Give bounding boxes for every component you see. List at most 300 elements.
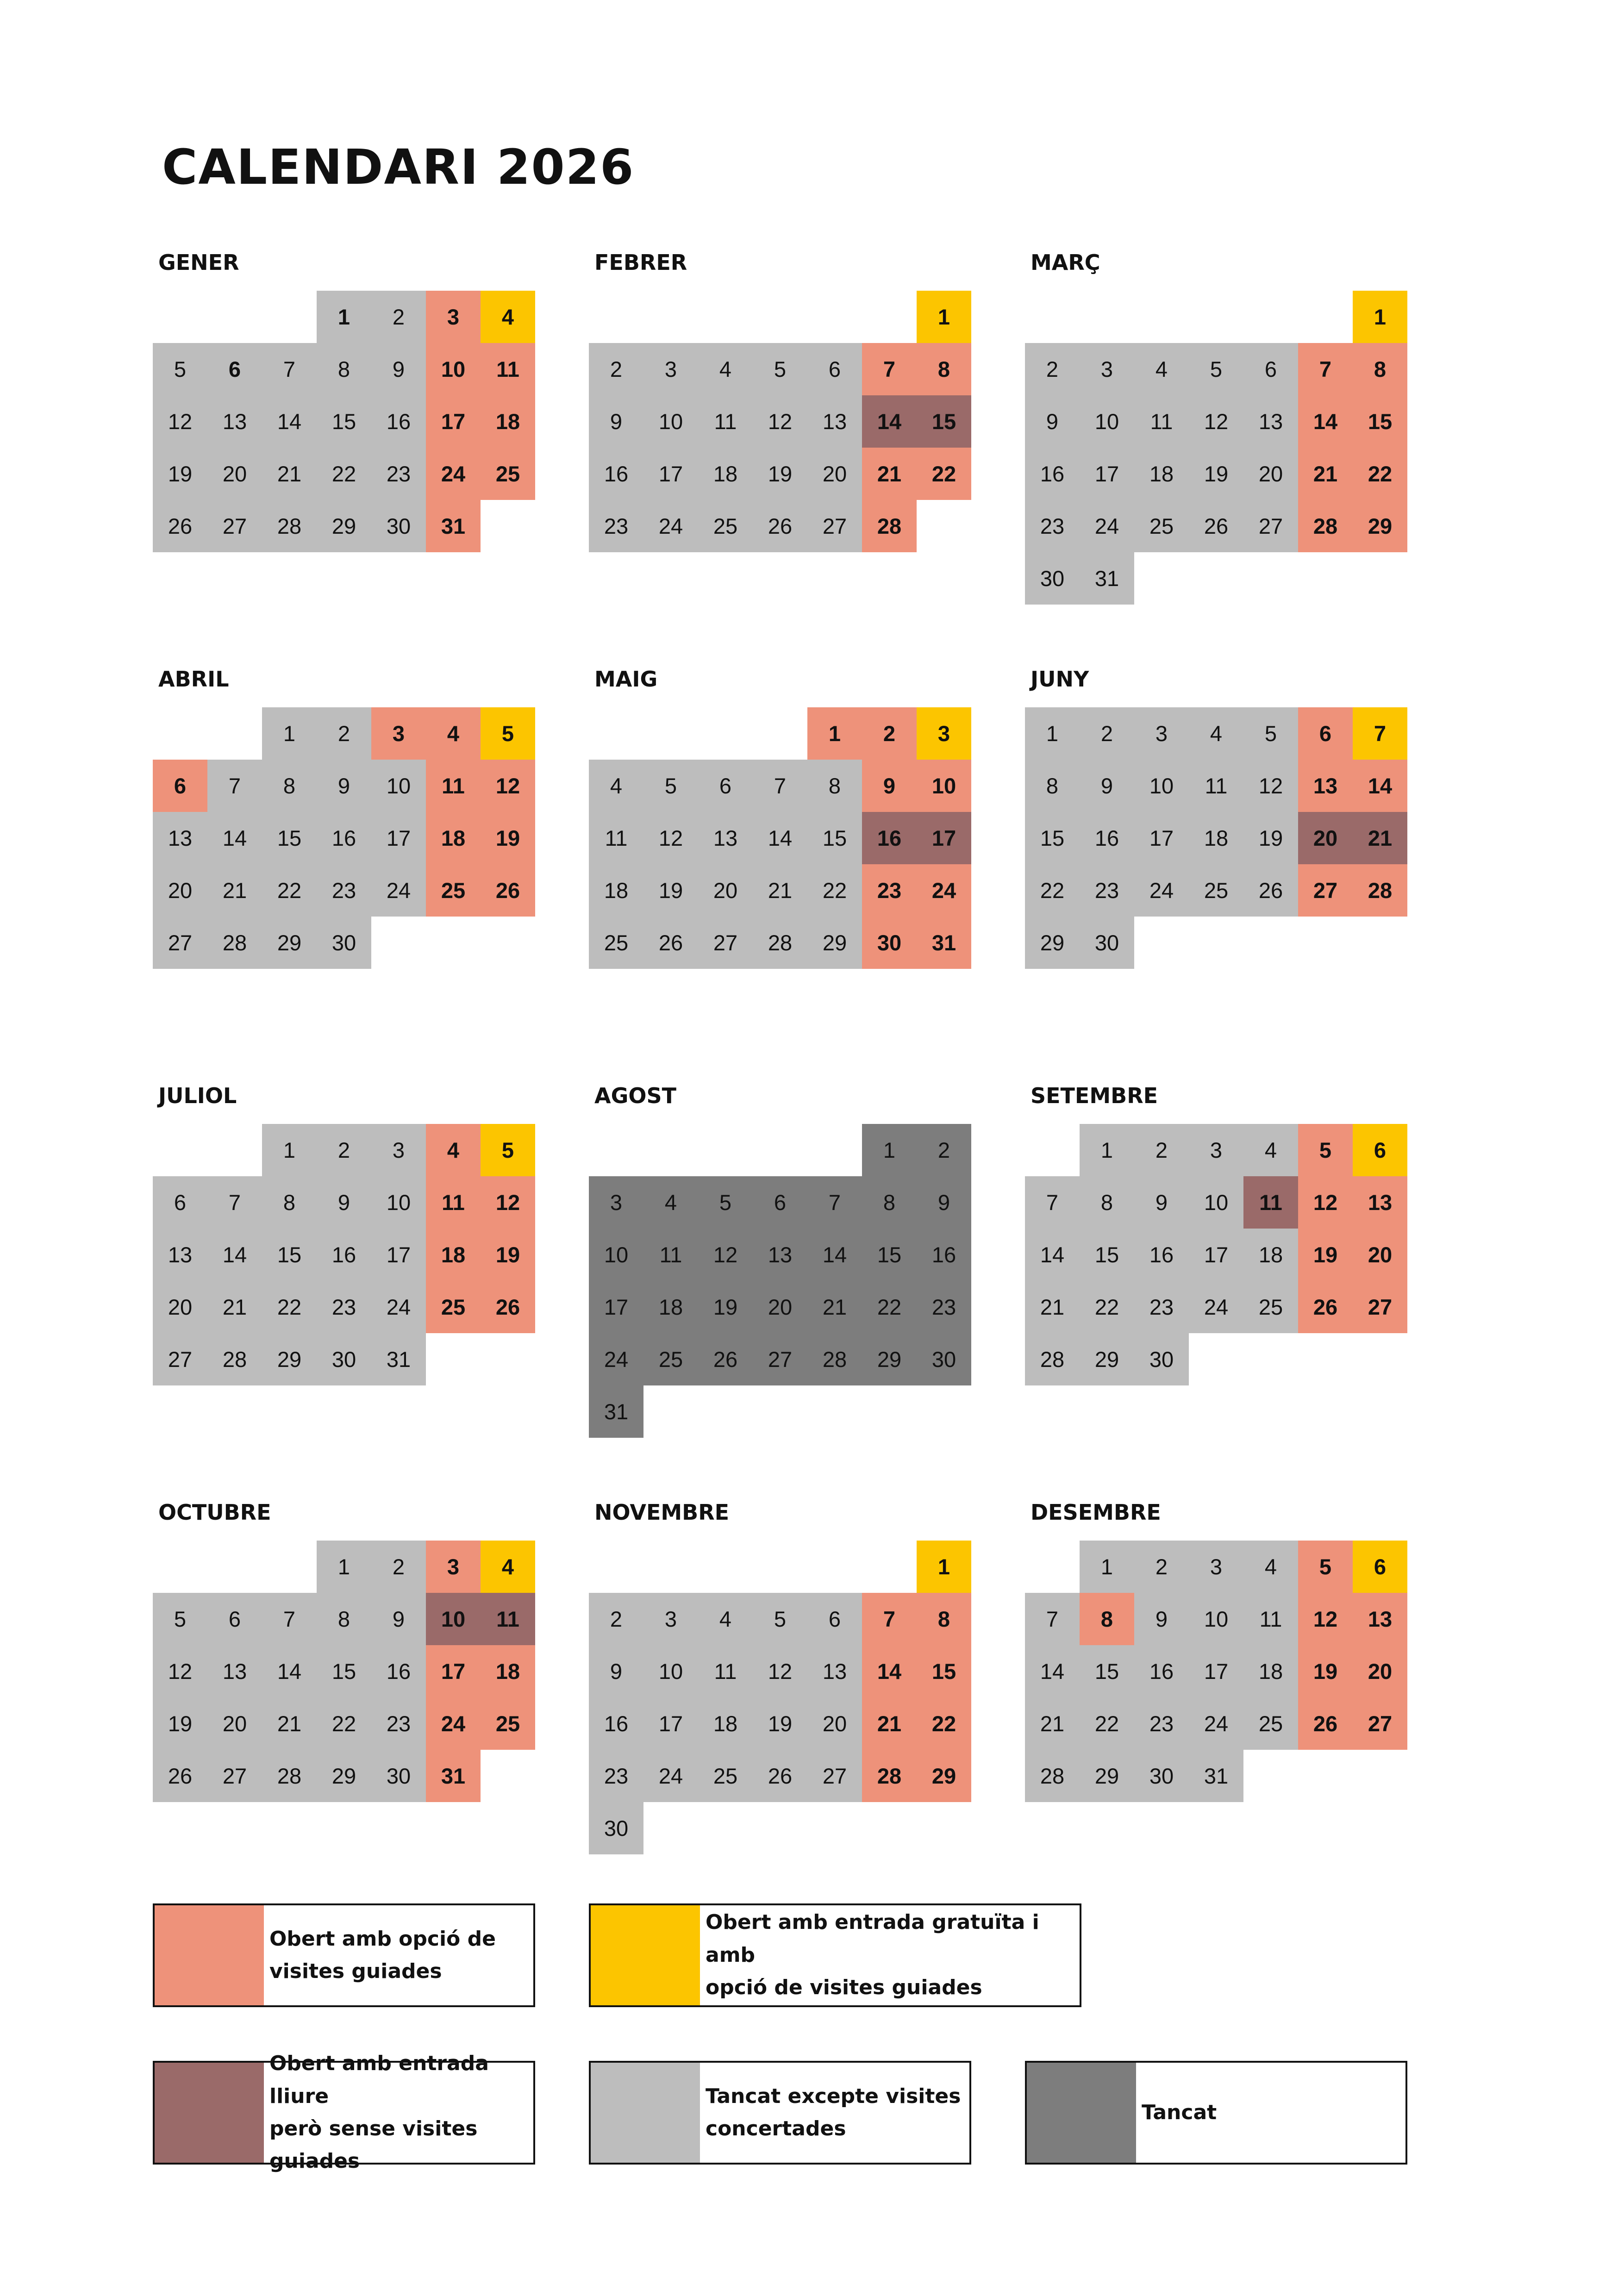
day-cell: 11: [589, 812, 643, 864]
day-cell: 4: [1243, 1541, 1298, 1593]
day-cell: 11: [1243, 1593, 1298, 1645]
day-cell: 9: [317, 1176, 371, 1229]
day-cell: 15: [317, 395, 371, 448]
day-cell: 26: [1298, 1697, 1353, 1750]
day-cell: 22: [1025, 864, 1080, 917]
day-cell: 12: [1189, 395, 1243, 448]
day-cell: 17: [426, 1645, 481, 1697]
day-cell: 7: [1298, 343, 1353, 395]
legend-item-free-no-guide: [153, 2052, 535, 2173]
month-name: GENER: [158, 250, 239, 275]
day-cell: 18: [1243, 1645, 1298, 1697]
legend-label-line: Tancat excepte visites: [706, 2084, 961, 2108]
day-cell: 22: [1080, 1281, 1134, 1333]
day-cell: 19: [1243, 812, 1298, 864]
day-cell: 17: [1080, 448, 1134, 500]
legend-label-line: Tancat: [1142, 2100, 1217, 2124]
day-cell: 13: [207, 1645, 262, 1697]
day-cell: 8: [1353, 343, 1407, 395]
day-cell: 3: [643, 1593, 698, 1645]
day-cell: 6: [153, 1176, 207, 1229]
day-cell: 23: [371, 448, 426, 500]
day-cell: 17: [643, 1697, 698, 1750]
day-cell: 18: [1243, 1229, 1298, 1281]
day-cell: 2: [1025, 343, 1080, 395]
day-cell: 8: [917, 1593, 971, 1645]
day-cell: 9: [371, 1593, 426, 1645]
legend-item-closed-except: [589, 2061, 971, 2165]
day-cell: 14: [1298, 395, 1353, 448]
month-name: JULIOL: [158, 1083, 237, 1108]
day-cell: 31: [1189, 1750, 1243, 1802]
day-cell: 25: [481, 1697, 535, 1750]
day-cell: 20: [807, 448, 862, 500]
day-cell: 24: [1189, 1697, 1243, 1750]
day-cell: 17: [371, 1229, 426, 1281]
day-cell: 4: [698, 1593, 753, 1645]
day-cell: 13: [1353, 1593, 1407, 1645]
legend-item-guided: [153, 1903, 535, 2007]
day-cell: 1: [807, 707, 862, 760]
day-cell: 2: [862, 707, 917, 760]
day-cell: 5: [481, 1124, 535, 1176]
day-cell: 14: [862, 395, 917, 448]
day-cell: 22: [917, 448, 971, 500]
day-cell: 23: [317, 1281, 371, 1333]
day-cell: 26: [753, 500, 807, 552]
day-cell: 29: [1353, 500, 1407, 552]
day-cell: 3: [1189, 1541, 1243, 1593]
legend-label: [1136, 2063, 1224, 2163]
day-cell: 20: [698, 864, 753, 917]
day-cell: 19: [481, 1229, 535, 1281]
day-cell: 5: [481, 707, 535, 760]
day-cell: 5: [1243, 707, 1298, 760]
day-cell: 28: [207, 917, 262, 969]
day-cell: 7: [262, 1593, 317, 1645]
day-cell: 24: [426, 1697, 481, 1750]
day-cell: 6: [807, 343, 862, 395]
day-cell: 21: [862, 448, 917, 500]
day-cell: 8: [917, 343, 971, 395]
day-cell: 17: [917, 812, 971, 864]
day-cell: 29: [317, 500, 371, 552]
day-cell: 18: [1134, 448, 1189, 500]
day-cell: 13: [753, 1229, 807, 1281]
day-cell: 29: [262, 917, 317, 969]
month-juny: [1025, 667, 1414, 991]
day-cell: 12: [1298, 1176, 1353, 1229]
day-cell: 20: [1243, 448, 1298, 500]
day-cell: 5: [753, 1593, 807, 1645]
day-cell: 14: [1025, 1229, 1080, 1281]
day-cell: 25: [1134, 500, 1189, 552]
day-cell: 8: [1025, 760, 1080, 812]
day-cell: 21: [1025, 1697, 1080, 1750]
day-cell: 26: [1189, 500, 1243, 552]
day-cell: 21: [1298, 448, 1353, 500]
day-cell: 24: [917, 864, 971, 917]
day-cell: 10: [643, 1645, 698, 1697]
day-cell: 23: [1134, 1697, 1189, 1750]
day-cell: 4: [698, 343, 753, 395]
day-cell: 28: [753, 917, 807, 969]
month-març: [1025, 250, 1414, 591]
day-cell: 27: [207, 500, 262, 552]
day-cell: 16: [589, 448, 643, 500]
day-cell: 10: [1189, 1593, 1243, 1645]
legend-label-line: però sense visites: [269, 2117, 478, 2140]
day-cell: 11: [643, 1229, 698, 1281]
day-cell: 7: [862, 343, 917, 395]
day-cell: 19: [1189, 448, 1243, 500]
day-cell: 8: [1080, 1593, 1134, 1645]
day-cell: 12: [753, 395, 807, 448]
day-cell: 4: [481, 291, 535, 343]
day-cell: 29: [862, 1333, 917, 1385]
day-cell: 14: [262, 395, 317, 448]
day-cell: 7: [207, 760, 262, 812]
day-cell: 9: [1025, 395, 1080, 448]
day-cell: 3: [426, 291, 481, 343]
day-cell: 29: [1080, 1333, 1134, 1385]
month-abril: [153, 667, 542, 991]
day-cell: 1: [1080, 1124, 1134, 1176]
day-cell: 31: [426, 1750, 481, 1802]
day-cell: 30: [917, 1333, 971, 1385]
day-cell: 25: [481, 448, 535, 500]
day-cell: 23: [862, 864, 917, 917]
day-cell: 6: [207, 343, 262, 395]
day-cell: 1: [917, 291, 971, 343]
day-cell: 10: [643, 395, 698, 448]
day-cell: 10: [589, 1229, 643, 1281]
day-cell: 30: [589, 1802, 643, 1854]
day-cell: 27: [807, 1750, 862, 1802]
day-cell: 24: [643, 1750, 698, 1802]
day-cell: 8: [317, 343, 371, 395]
day-cell: 29: [1080, 1750, 1134, 1802]
day-cell: 19: [153, 1697, 207, 1750]
day-cell: 30: [317, 1333, 371, 1385]
day-cell: 5: [643, 760, 698, 812]
month-name: MAIG: [594, 667, 658, 692]
day-cell: 26: [153, 1750, 207, 1802]
day-cell: 20: [1353, 1645, 1407, 1697]
day-cell: 28: [862, 500, 917, 552]
day-cell: 12: [643, 812, 698, 864]
month-setembre: [1025, 1083, 1414, 1407]
day-cell: 19: [1298, 1645, 1353, 1697]
day-cell: 27: [1298, 864, 1353, 917]
day-cell: 30: [1134, 1750, 1189, 1802]
month-name: SETEMBRE: [1031, 1083, 1158, 1108]
day-cell: 16: [371, 395, 426, 448]
month-name: NOVEMBRE: [594, 1500, 730, 1525]
day-cell: 5: [1189, 343, 1243, 395]
day-cell: 15: [1025, 812, 1080, 864]
day-cell: 27: [1353, 1281, 1407, 1333]
day-cell: 20: [807, 1697, 862, 1750]
day-cell: 1: [1080, 1541, 1134, 1593]
day-cell: 3: [426, 1541, 481, 1593]
day-cell: 26: [698, 1333, 753, 1385]
day-cell: 6: [153, 760, 207, 812]
legend-label: [700, 2063, 968, 2163]
month-gener: [153, 250, 542, 574]
day-cell: 15: [917, 395, 971, 448]
day-cell: 26: [753, 1750, 807, 1802]
day-cell: 8: [862, 1176, 917, 1229]
day-cell: 4: [1134, 343, 1189, 395]
day-cell: 11: [426, 1176, 481, 1229]
day-cell: 23: [371, 1697, 426, 1750]
day-cell: 24: [426, 448, 481, 500]
day-cell: 13: [1353, 1176, 1407, 1229]
day-cell: 25: [1189, 864, 1243, 917]
day-cell: 15: [917, 1645, 971, 1697]
day-cell: 29: [262, 1333, 317, 1385]
day-cell: 18: [426, 812, 481, 864]
day-cell: 11: [426, 760, 481, 812]
day-cell: 30: [862, 917, 917, 969]
day-cell: 29: [1025, 917, 1080, 969]
day-cell: 27: [1243, 500, 1298, 552]
page-title: CALENDARI 2026: [162, 139, 635, 195]
day-cell: 5: [153, 1593, 207, 1645]
day-cell: 1: [262, 1124, 317, 1176]
month-agost: [589, 1083, 978, 1424]
day-cell: 25: [698, 1750, 753, 1802]
day-cell: 29: [317, 1750, 371, 1802]
day-cell: 5: [153, 343, 207, 395]
day-cell: 8: [317, 1593, 371, 1645]
day-cell: 17: [1189, 1645, 1243, 1697]
day-cell: 8: [807, 760, 862, 812]
day-cell: 27: [1353, 1697, 1407, 1750]
day-cell: 21: [807, 1281, 862, 1333]
day-cell: 11: [481, 1593, 535, 1645]
day-cell: 28: [262, 500, 317, 552]
legend-label-line: Obert amb entrada lliure: [269, 2052, 489, 2108]
day-cell: 24: [371, 864, 426, 917]
day-cell: 11: [698, 395, 753, 448]
day-cell: 21: [1353, 812, 1407, 864]
day-cell: 28: [1025, 1750, 1080, 1802]
day-cell: 12: [153, 395, 207, 448]
day-cell: 7: [753, 760, 807, 812]
day-cell: 22: [317, 1697, 371, 1750]
day-cell: 25: [1243, 1697, 1298, 1750]
day-cell: 13: [207, 395, 262, 448]
day-cell: 4: [426, 1124, 481, 1176]
day-cell: 27: [153, 1333, 207, 1385]
day-cell: 6: [1298, 707, 1353, 760]
day-cell: 25: [426, 864, 481, 917]
day-cell: 27: [698, 917, 753, 969]
day-cell: 23: [917, 1281, 971, 1333]
day-cell: 19: [753, 1697, 807, 1750]
day-cell: 1: [917, 1541, 971, 1593]
legend-swatch: [155, 1905, 264, 2005]
day-cell: 6: [207, 1593, 262, 1645]
day-cell: 15: [1353, 395, 1407, 448]
day-cell: 18: [643, 1281, 698, 1333]
day-cell: 4: [643, 1176, 698, 1229]
day-cell: 11: [1243, 1176, 1298, 1229]
day-cell: 3: [917, 707, 971, 760]
day-cell: 8: [1080, 1176, 1134, 1229]
day-cell: 7: [262, 343, 317, 395]
day-cell: 14: [753, 812, 807, 864]
day-cell: 12: [753, 1645, 807, 1697]
legend-swatch: [155, 2063, 264, 2163]
legend-item-free: [589, 1903, 1081, 2007]
day-cell: 7: [1025, 1593, 1080, 1645]
day-cell: 17: [426, 395, 481, 448]
month-desembre: [1025, 1500, 1414, 1824]
day-cell: 7: [807, 1176, 862, 1229]
day-cell: 3: [371, 707, 426, 760]
day-cell: 13: [1298, 760, 1353, 812]
month-juliol: [153, 1083, 542, 1407]
day-cell: 28: [862, 1750, 917, 1802]
day-cell: 9: [1080, 760, 1134, 812]
day-cell: 21: [262, 448, 317, 500]
day-cell: 14: [1025, 1645, 1080, 1697]
day-cell: 10: [426, 1593, 481, 1645]
day-cell: 30: [317, 917, 371, 969]
day-cell: 24: [589, 1333, 643, 1385]
day-cell: 10: [1080, 395, 1134, 448]
day-cell: 6: [1353, 1541, 1407, 1593]
day-cell: 24: [1134, 864, 1189, 917]
day-cell: 15: [1080, 1229, 1134, 1281]
legend-label-line: Obert amb entrada gratuïta i amb: [706, 1910, 1039, 1967]
day-cell: 17: [1189, 1229, 1243, 1281]
day-cell: 16: [317, 812, 371, 864]
day-cell: 22: [1080, 1697, 1134, 1750]
day-cell: 3: [589, 1176, 643, 1229]
legend-label: [264, 2052, 533, 2173]
day-cell: 23: [589, 1750, 643, 1802]
legend-label: [700, 1905, 1080, 2005]
day-cell: 16: [317, 1229, 371, 1281]
day-cell: 13: [1243, 395, 1298, 448]
day-cell: 2: [317, 707, 371, 760]
day-cell: 30: [1025, 552, 1080, 605]
month-name: OCTUBRE: [158, 1500, 271, 1525]
day-cell: 13: [807, 1645, 862, 1697]
day-cell: 20: [1298, 812, 1353, 864]
day-cell: 28: [1025, 1333, 1080, 1385]
legend-label-line: opció de visites guiades: [706, 1976, 982, 2000]
day-cell: 19: [1298, 1229, 1353, 1281]
day-cell: 12: [153, 1645, 207, 1697]
day-cell: 16: [589, 1697, 643, 1750]
day-cell: 14: [262, 1645, 317, 1697]
month-name: JUNY: [1031, 667, 1089, 692]
day-cell: 28: [807, 1333, 862, 1385]
day-cell: 6: [753, 1176, 807, 1229]
day-cell: 12: [1298, 1593, 1353, 1645]
month-name: MARÇ: [1031, 250, 1100, 275]
legend-label-line: Obert amb opció de: [269, 1927, 496, 1951]
day-cell: 11: [481, 343, 535, 395]
day-cell: 20: [153, 1281, 207, 1333]
day-cell: 16: [371, 1645, 426, 1697]
day-cell: 15: [862, 1229, 917, 1281]
day-cell: 31: [371, 1333, 426, 1385]
day-cell: 19: [153, 448, 207, 500]
day-cell: 11: [698, 1645, 753, 1697]
day-cell: 30: [371, 500, 426, 552]
day-cell: 15: [262, 1229, 317, 1281]
month-name: DESEMBRE: [1031, 1500, 1161, 1525]
day-cell: 21: [753, 864, 807, 917]
day-cell: 18: [481, 1645, 535, 1697]
day-cell: 30: [371, 1750, 426, 1802]
day-cell: 3: [643, 343, 698, 395]
day-cell: 1: [317, 291, 371, 343]
day-cell: 9: [1134, 1176, 1189, 1229]
day-cell: 20: [753, 1281, 807, 1333]
day-cell: 5: [753, 343, 807, 395]
day-cell: 10: [371, 1176, 426, 1229]
day-cell: 15: [807, 812, 862, 864]
day-cell: 4: [1243, 1124, 1298, 1176]
day-cell: 13: [153, 812, 207, 864]
day-cell: 7: [1025, 1176, 1080, 1229]
day-cell: 21: [862, 1697, 917, 1750]
day-cell: 22: [862, 1281, 917, 1333]
day-cell: 5: [1298, 1541, 1353, 1593]
day-cell: 30: [1080, 917, 1134, 969]
day-cell: 6: [1353, 1124, 1407, 1176]
day-cell: 4: [1189, 707, 1243, 760]
day-cell: 2: [1134, 1541, 1189, 1593]
day-cell: 10: [371, 760, 426, 812]
day-cell: 13: [153, 1229, 207, 1281]
legend-swatch: [591, 2063, 700, 2163]
day-cell: 17: [589, 1281, 643, 1333]
day-cell: 31: [589, 1385, 643, 1438]
day-cell: 6: [807, 1593, 862, 1645]
day-cell: 5: [698, 1176, 753, 1229]
day-cell: 18: [426, 1229, 481, 1281]
legend-label: [264, 1905, 503, 2005]
day-cell: 22: [807, 864, 862, 917]
day-cell: 2: [371, 291, 426, 343]
day-cell: 19: [698, 1281, 753, 1333]
day-cell: 25: [1243, 1281, 1298, 1333]
day-cell: 14: [1353, 760, 1407, 812]
day-cell: 26: [1298, 1281, 1353, 1333]
month-name: ABRIL: [158, 667, 229, 692]
day-cell: 22: [317, 448, 371, 500]
day-cell: 10: [1189, 1176, 1243, 1229]
day-cell: 16: [862, 812, 917, 864]
day-cell: 28: [207, 1333, 262, 1385]
day-cell: 4: [481, 1541, 535, 1593]
day-cell: 24: [1080, 500, 1134, 552]
month-name: FEBRER: [594, 250, 687, 275]
day-cell: 31: [917, 917, 971, 969]
day-cell: 16: [917, 1229, 971, 1281]
month-name: AGOST: [594, 1083, 676, 1108]
day-cell: 24: [643, 500, 698, 552]
day-cell: 24: [371, 1281, 426, 1333]
